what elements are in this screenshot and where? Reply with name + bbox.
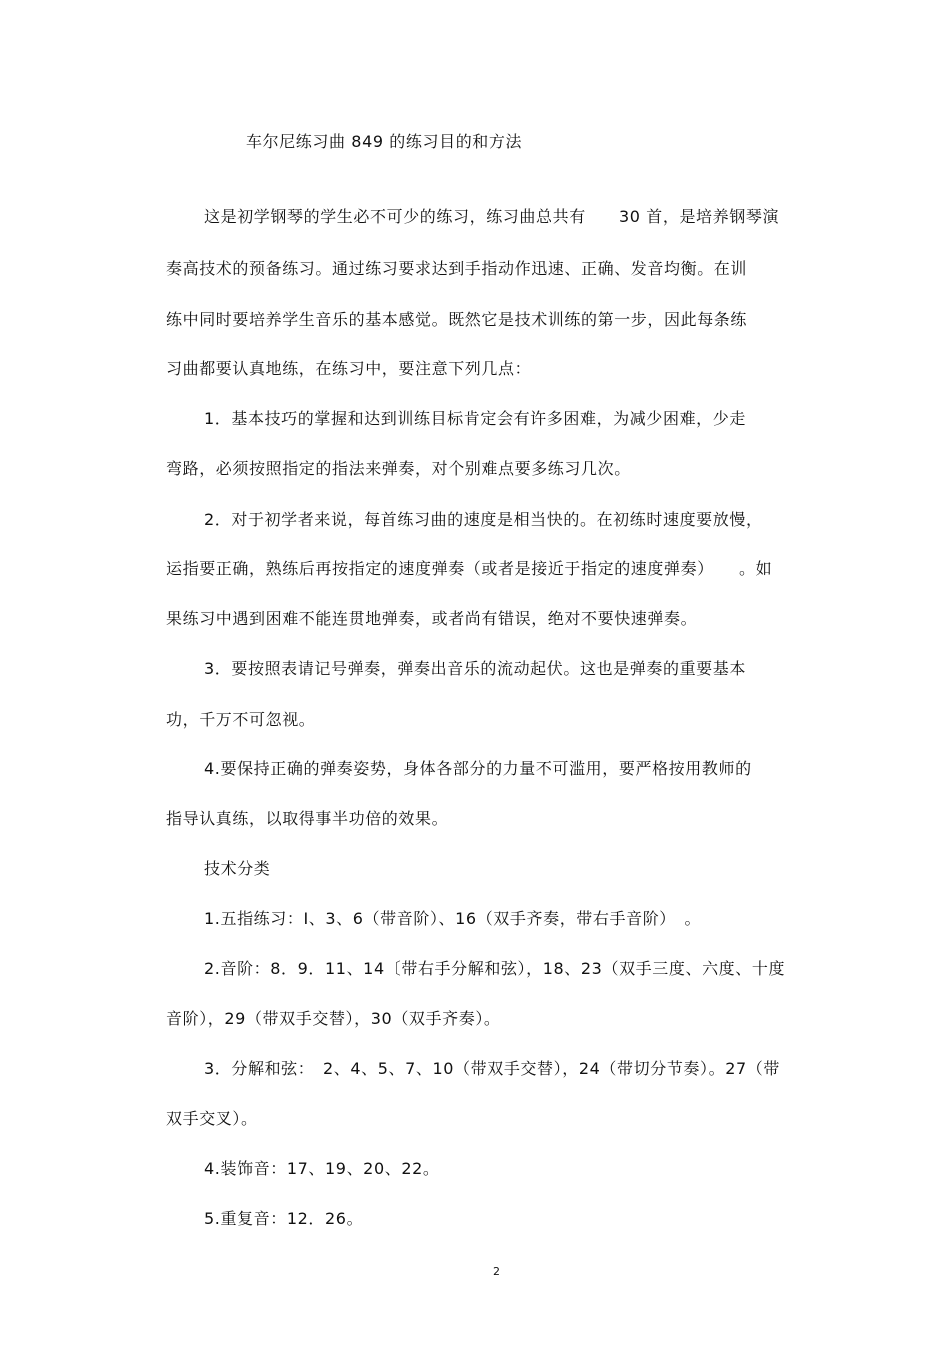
paragraph-line: 1．基本技巧的掌握和达到训练目标肯定会有许多困难，为减少困难，少走: [204, 409, 746, 428]
document-title: 车尔尼练习曲 849 的练习目的和方法: [246, 132, 523, 151]
paragraph-line: 习曲都要认真地练，在练习中，要注意下列几点：: [166, 359, 532, 378]
paragraph-line: 运指要正确，熟练后再按指定的速度弹奏（或者是接近于指定的速度弹奏） 。如: [166, 559, 773, 578]
page-number: 2: [493, 1265, 500, 1278]
paragraph-line: 功，千万不可忽视。: [166, 710, 316, 729]
paragraph-line: 2.音阶：8．9．11、14〔带右手分解和弦），18、23（双手三度、六度、十度: [204, 959, 786, 978]
paragraph-line: 2．对于初学者来说，每首练习曲的速度是相当快的。在初练时速度要放慢，: [204, 510, 763, 529]
paragraph-line: 果练习中遇到困难不能连贯地弹奏，或者尚有错误，绝对不要快速弹奏。: [166, 609, 698, 628]
paragraph-line: 奏高技术的预备练习。通过练习要求达到手指动作迅速、正确、发音均衡。在训: [166, 259, 748, 278]
paragraph-line: 音阶），29（带双手交替），30（双手齐奏）。: [166, 1009, 501, 1028]
paragraph-line: 练中同时要培养学生音乐的基本感觉。既然它是技术训练的第一步，因此每条练: [166, 310, 748, 329]
paragraph-line: 这是初学钢琴的学生必不可少的练习，练习曲总共有 30 首，是培养钢琴演: [204, 207, 780, 226]
paragraph-line: 3．要按照表请记号弹奏，弹奏出音乐的流动起伏。这也是弹奏的重要基本: [204, 659, 746, 678]
paragraph-line: 5.重复音：12．26。: [204, 1209, 364, 1228]
paragraph-line: 4.装饰音：17、19、20、22。: [204, 1159, 440, 1178]
paragraph-line: 4.要保持正确的弹奏姿势，身体各部分的力量不可滥用，要严格按用教师的: [204, 759, 752, 778]
paragraph-line: 双手交叉）。: [166, 1109, 258, 1128]
section-heading: 技术分类: [204, 859, 271, 878]
paragraph-line: 1.五指练习：I、3、6（带音阶）、16（双手齐奏，带右手音阶） 。: [204, 909, 702, 928]
paragraph-line: 指导认真练，以取得事半功倍的效果。: [166, 809, 449, 828]
paragraph-line: 3．分解和弦： 2、4、5、7、10（带双手交替），24（带切分节奏）。27（带: [204, 1059, 780, 1078]
paragraph-line: 弯路，必须按照指定的指法来弹奏，对个别难点要多练习几次。: [166, 459, 631, 478]
